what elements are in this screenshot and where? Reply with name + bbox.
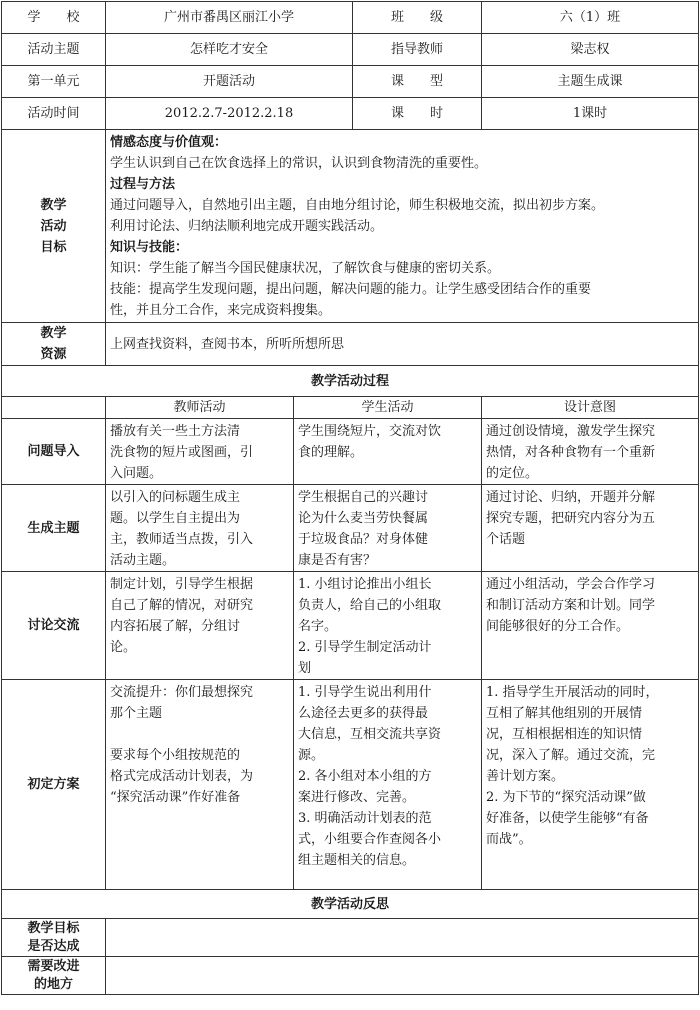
row-process-header bbox=[2, 397, 699, 419]
attitude-text: 学生认识到自己在饮食选择上的常识，认识到食物清洗的重要性。 bbox=[110, 156, 488, 171]
unit-value: 开题活动 bbox=[106, 66, 353, 98]
resources-value: 上网查找资料，查阅书本，所听所想所思 bbox=[106, 323, 699, 366]
step-label: 初定方案 bbox=[2, 680, 106, 890]
col-student-header: 学生活动 bbox=[294, 397, 482, 419]
teacher-value: 梁志权 bbox=[482, 34, 699, 66]
process-row-plan bbox=[2, 680, 699, 890]
row-unit bbox=[2, 66, 699, 98]
goals-content bbox=[106, 130, 699, 323]
process-row-intro bbox=[2, 419, 699, 485]
student-activity: 学生根据自己的兴趣讨 论为什么麦当劳快餐属 于垃圾食品？对身体健 康是否有害？ bbox=[294, 485, 482, 572]
class-value: 六（1）班 bbox=[482, 2, 699, 34]
hours-value: 1课时 bbox=[482, 98, 699, 130]
improve-label: 需要改进 的地方 bbox=[2, 957, 106, 995]
time-label: 活动时间 bbox=[2, 98, 106, 130]
goal-met-label: 教学目标 是否达成 bbox=[2, 919, 106, 957]
type-label: 课 型 bbox=[353, 66, 482, 98]
knowledge-title: 知识与技能： bbox=[110, 240, 189, 255]
teacher-label: 指导教师 bbox=[353, 34, 482, 66]
row-school bbox=[2, 2, 699, 34]
hours-label: 课 时 bbox=[353, 98, 482, 130]
reflection-section-title: 教学活动反思 bbox=[2, 890, 699, 919]
process-section-title: 教学活动过程 bbox=[2, 366, 699, 397]
process-row-topic bbox=[2, 485, 699, 572]
row-improve bbox=[2, 957, 699, 995]
process-text: 通过问题导入，自然地引出主题，自由地分组讨论，师生积极地交流，拟出初步方案。 bbox=[110, 198, 605, 213]
type-value: 主题生成课 bbox=[482, 66, 699, 98]
row-resources bbox=[2, 323, 699, 366]
row-theme bbox=[2, 34, 699, 66]
row-reflection-title bbox=[2, 890, 699, 919]
row-process-title bbox=[2, 366, 699, 397]
theme-value: 怎样吃才安全 bbox=[106, 34, 353, 66]
student-activity: 1. 引导学生说出利用什 么途径去更多的获得最 大信息，互相交流共享资 源。 2. 各小组对本小组的方 案进行修改、完善。 3. 明确活动计划表的范 式，小组要合作查阅各小 组主题相关的信息。 bbox=[294, 680, 482, 890]
school-value: 广州市番禺区丽江小学 bbox=[106, 2, 353, 34]
process-text: 利用讨论法、归纳法顺利地完成开题实践活动。 bbox=[110, 219, 384, 234]
goals-label: 教学 活动 目标 bbox=[2, 130, 106, 323]
step-label: 问题导入 bbox=[2, 419, 106, 485]
teacher-activity: 制定计划，引导学生根据 自己了解的情况，对研究 内容拓展了解，分组讨 论。 bbox=[106, 572, 294, 680]
design-intent: 通过小组活动，学会合作学习 和制订活动方案和计划。同学 间能够很好的分工合作。 bbox=[482, 572, 699, 680]
process-title: 过程与方法 bbox=[110, 177, 176, 192]
teacher-activity: 播放有关一些土方法清 洗食物的短片或图画，引 入问题。 bbox=[106, 419, 294, 485]
lesson-plan-table bbox=[1, 1, 699, 995]
teacher-activity: 交流提升：你们最想探究 那个主题 要求每个小组按规范的 格式完成活动计划表，为 “探究活动课”作好准备 bbox=[106, 680, 294, 890]
row-goal-met bbox=[2, 919, 699, 957]
knowledge-text: 知识：学生能了解当今国民健康状况，了解饮食与健康的密切关系。 bbox=[110, 261, 501, 276]
class-label: 班 级 bbox=[353, 2, 482, 34]
student-activity: 1. 小组讨论推出小组长 负责人，给自己的小组取 名字。 2. 引导学生制定活动计 划 bbox=[294, 572, 482, 680]
process-header-blank bbox=[2, 397, 106, 419]
row-goals bbox=[2, 130, 699, 323]
resources-label: 教学 资源 bbox=[2, 323, 106, 366]
theme-label: 活动主题 bbox=[2, 34, 106, 66]
goal-met-value bbox=[106, 919, 699, 957]
time-value: 2012.2.7-2012.2.18 bbox=[106, 98, 353, 130]
knowledge-text: 性，并且分工合作，来完成资料搜集。 bbox=[110, 303, 332, 318]
col-teacher-header: 教师活动 bbox=[106, 397, 294, 419]
row-time bbox=[2, 98, 699, 130]
attitude-title: 情感态度与价值观： bbox=[110, 135, 228, 150]
process-row-discuss bbox=[2, 572, 699, 680]
school-label: 学 校 bbox=[2, 2, 106, 34]
unit-label: 第一单元 bbox=[2, 66, 106, 98]
step-label: 讨论交流 bbox=[2, 572, 106, 680]
improve-value bbox=[106, 957, 699, 995]
col-design-header: 设计意图 bbox=[482, 397, 699, 419]
teacher-activity: 以引入的问标题生成主 题。以学生自主提出为 主，教师适当点拨，引入 活动主题。 bbox=[106, 485, 294, 572]
design-intent: 1. 指导学生开展活动的同时， 互相了解其他组别的开展情 况，互相根据相连的知识情 况，深入了解。通过交流，完 善计划方案。 2. 为下节的“探究活动课”做 好准备，以使学生能够“有备 而战”。 bbox=[482, 680, 699, 890]
step-label: 生成主题 bbox=[2, 485, 106, 572]
design-intent: 通过讨论、归纳，开题并分解 探究专题，把研究内容分为五 个话题 bbox=[482, 485, 699, 572]
student-activity: 学生围绕短片，交流对饮 食的理解。 bbox=[294, 419, 482, 485]
knowledge-text: 技能：提高学生发现问题，提出问题，解决问题的能力。让学生感受团结合作的重要 bbox=[110, 282, 592, 297]
design-intent: 通过创设情境，激发学生探究 热情，对各种食物有一个重新 的定位。 bbox=[482, 419, 699, 485]
